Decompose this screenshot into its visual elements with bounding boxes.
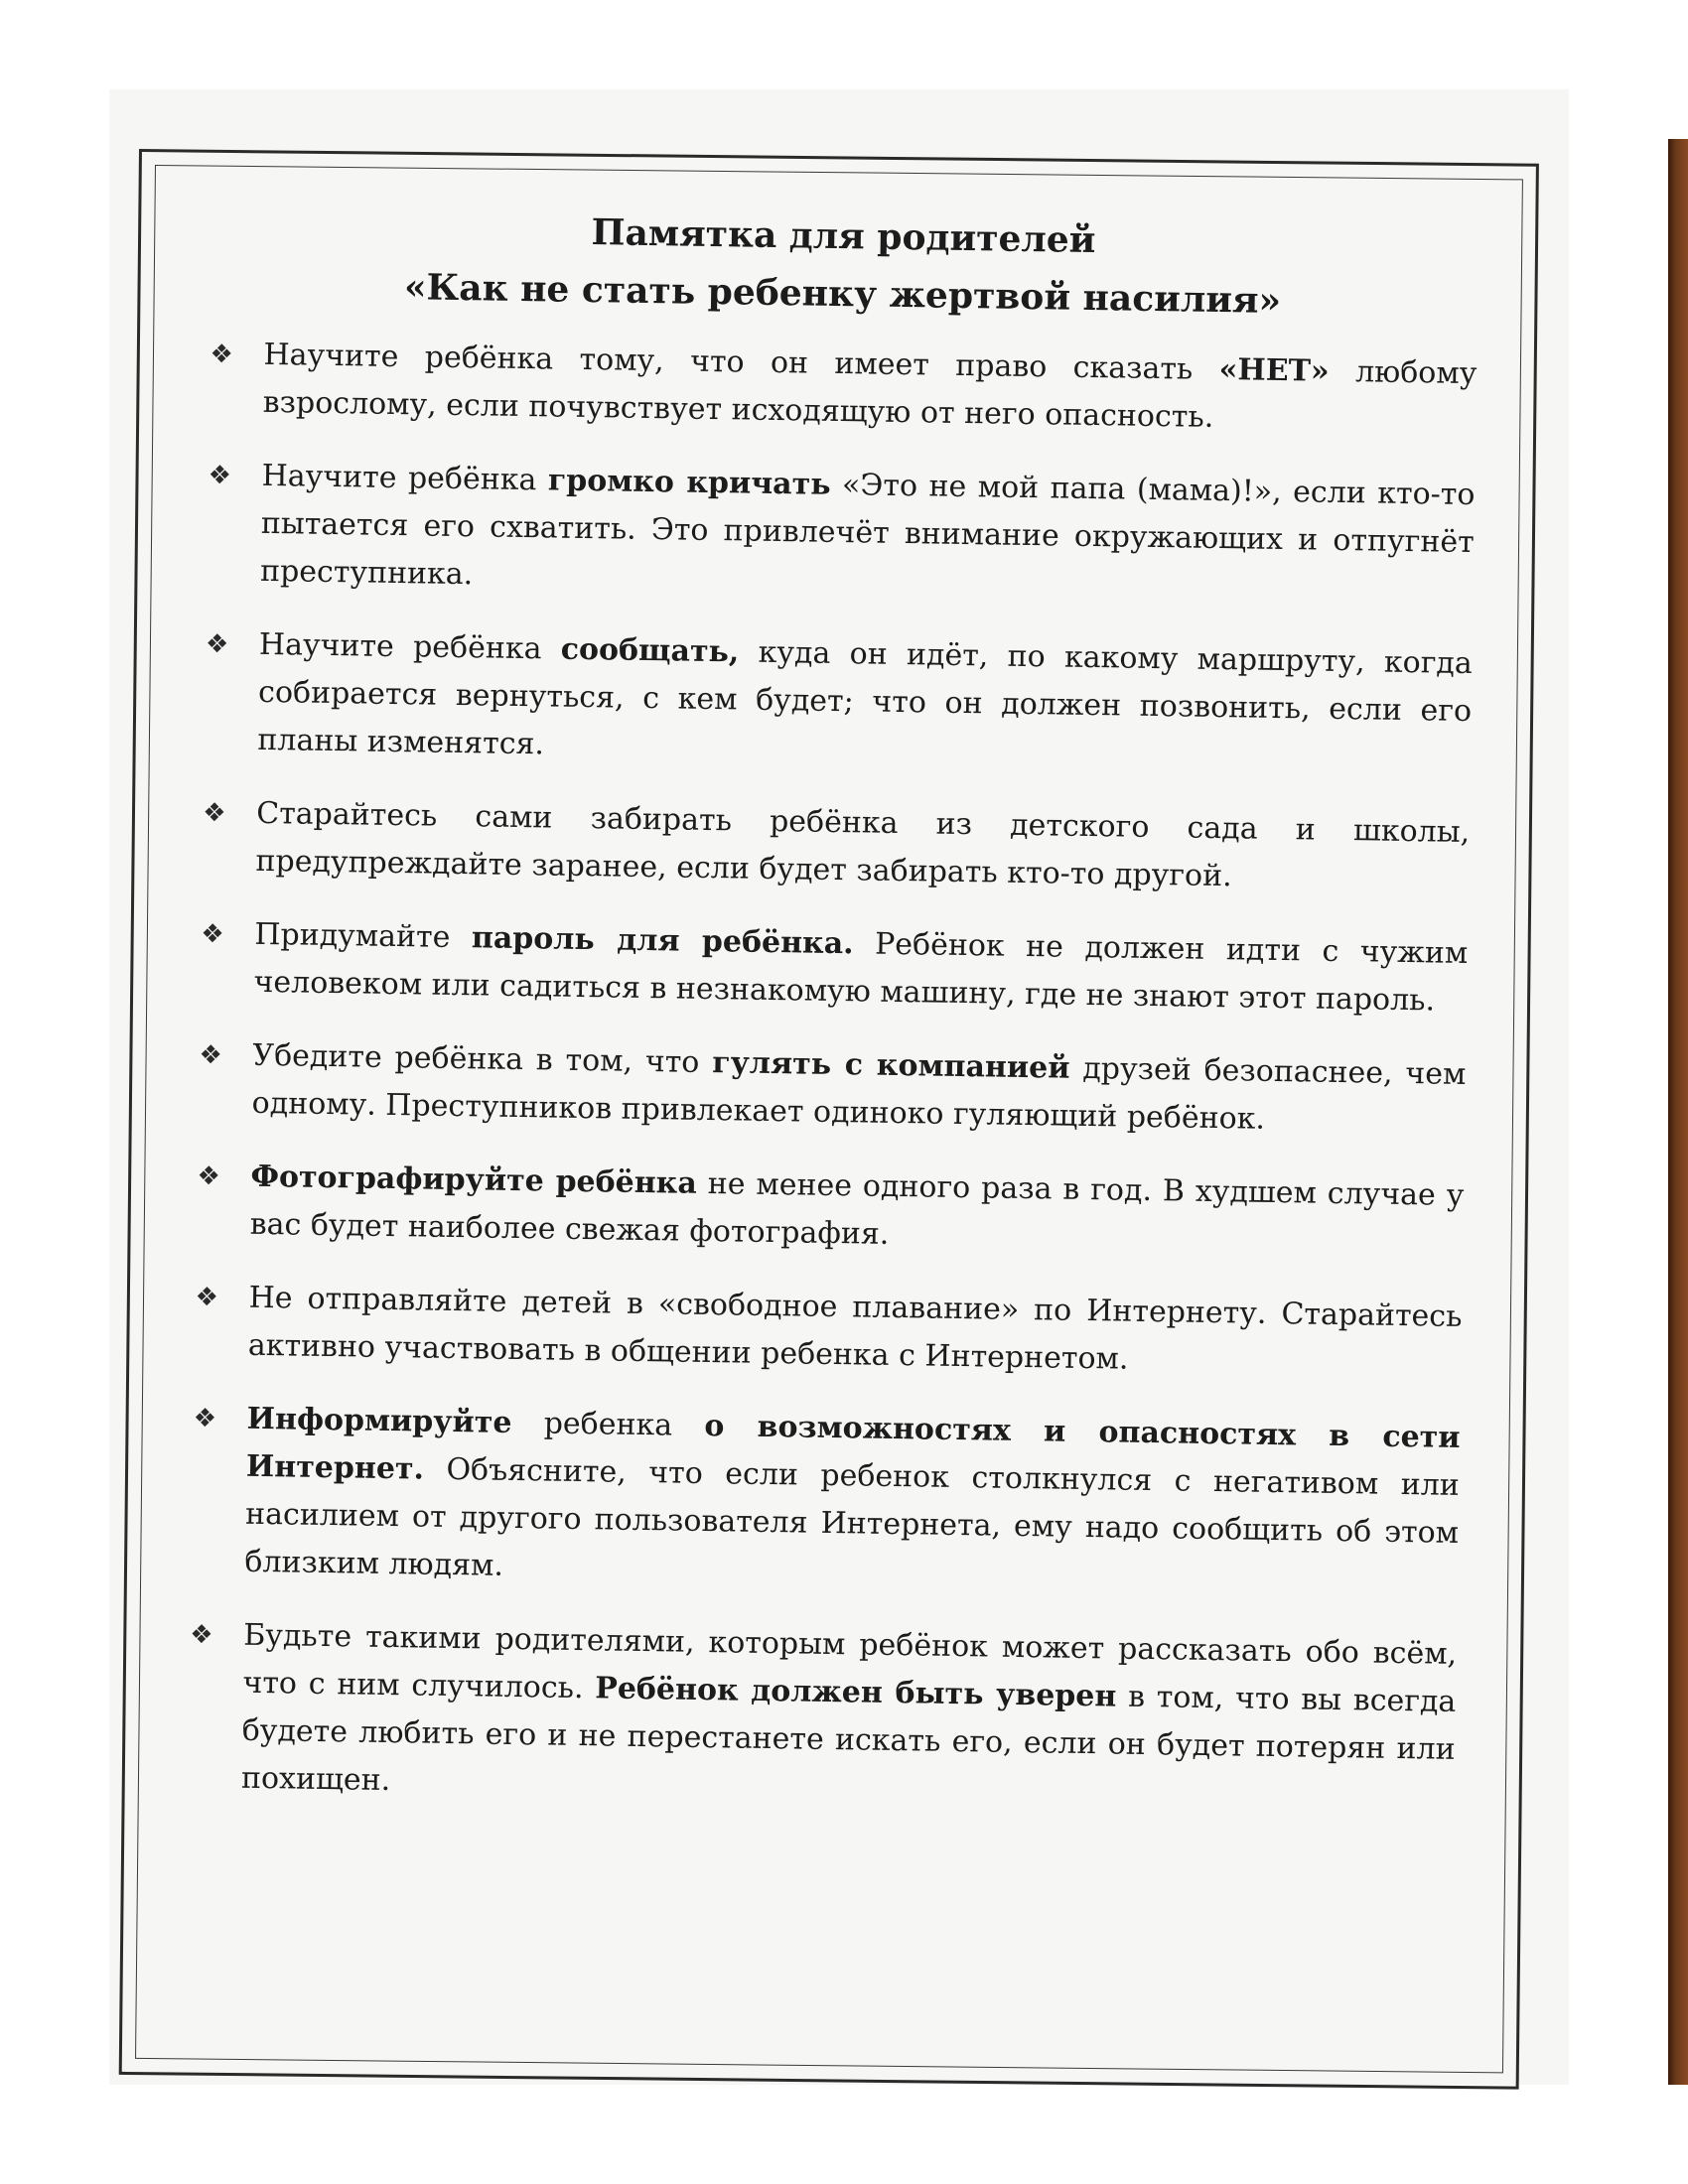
list-item: ❖ Научите ребёнка тому, что он имеет право сказать «НЕТ» любому взрослому, если почувствует исходящую от него опасность. [205,331,1477,446]
diamond-bullet-icon: ❖ [193,1404,217,1434]
list-item: ❖ Придумайте пароль для ребёнка. Ребёнок не должен идти с чужим человеком или садиться в незнакомую машину, где не знают этот пароль. [196,910,1468,1025]
list-item: ❖ Информируйте ребенка о возможностях и опасностях в сети Интернет. Объясните, что если ребенок столкнулся с негативом или насилием от другого пользователя Интернета, ему надо сообщить об этом близким людям. [187,1395,1461,1605]
page-title [207,199,1479,333]
diamond-bullet-icon: ❖ [197,1161,221,1192]
list-item: ❖ Фотографируйте ребёнка не менее одного раза в год. В худшем случае у вас будет наиболее свежая фотография. [192,1153,1464,1268]
list-item: ❖ Будьте такими родителями, которым ребёнок может рассказать обо всём, что с ним случилось. Ребёнок должен быть уверен в том, что вы всегда будете любить его и не перестанете искать его, если он будет потерян или похищен. [184,1611,1458,1822]
diamond-bullet-icon: ❖ [210,340,234,370]
diamond-bullet-icon: ❖ [205,629,229,660]
diamond-bullet-icon: ❖ [190,1620,213,1651]
diamond-bullet-icon: ❖ [201,919,224,950]
title-line-2: «Как не стать ребенку жертвой насилия» [403,265,1282,322]
background-wood-edge [1668,139,1688,2085]
list-item: ❖ Убедите ребёнка в том, что гулять с компанией друзей безопаснее, чем одному. Преступников привлекает одиноко гуляющий ребёнок. [194,1031,1466,1147]
diamond-bullet-icon: ❖ [199,1040,222,1071]
list-item: ❖ Не отправляйте детей в «свободное плавание» по Интернету. Старайтесь активно участвовать в общении ребенка с Интернетом. [190,1274,1462,1389]
list-item: ❖ Старайтесь сами забирать ребёнка из детского сада и школы, предупреждайте заранее, если будет забирать кто-то другой. [198,789,1470,904]
list-item: ❖ Научите ребёнка сообщать, куда он идёт, по какому маршруту, когда собирается вернуться, с кем будет; что он должен позвонить, если его планы изменятся. [200,620,1473,783]
diamond-bullet-icon: ❖ [203,798,226,829]
diamond-bullet-icon: ❖ [195,1283,219,1313]
list-item: ❖ Научите ребёнка громко кричать «Это не мой папа (мама)!», если кто-то пытается его схватить. Это привлечёт внимание окружающих и отпугнёт преступника. [203,452,1476,614]
title-line-1: Памятка для родителей [591,211,1096,262]
memo-list [184,331,1477,1822]
memo-content [183,199,1479,1847]
diamond-bullet-icon: ❖ [208,461,232,491]
